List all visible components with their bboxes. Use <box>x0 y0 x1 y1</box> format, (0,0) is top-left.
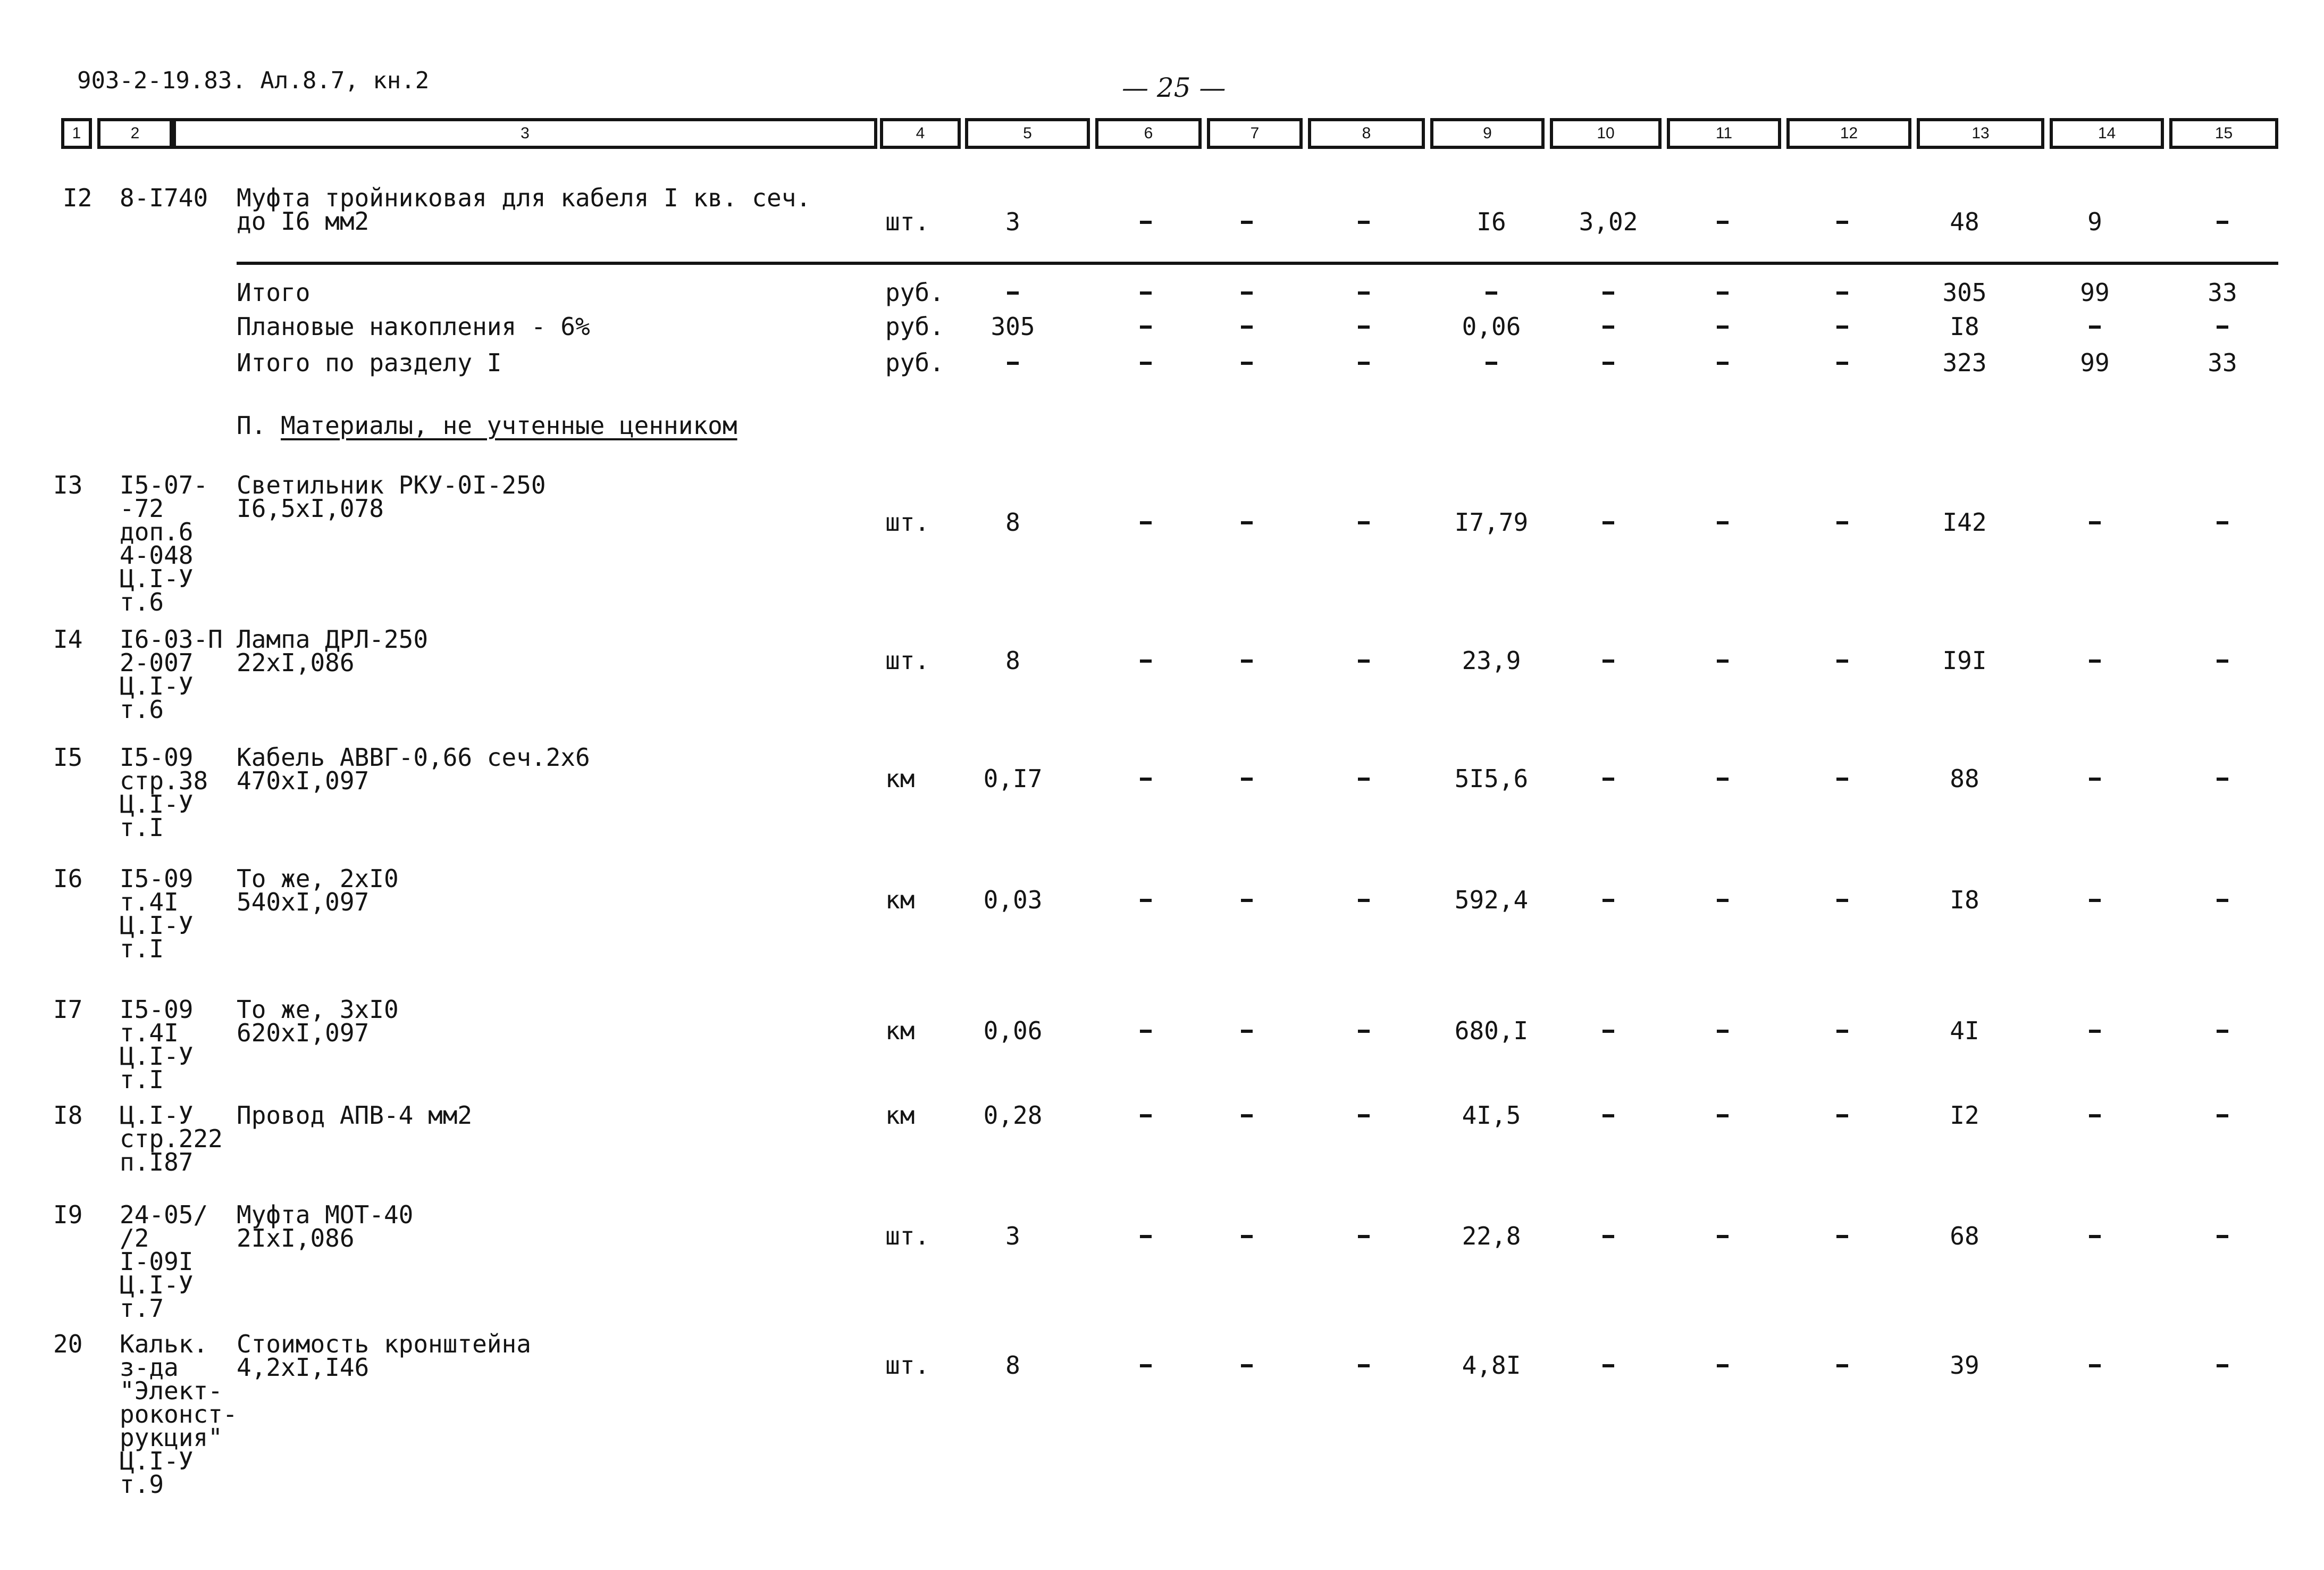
row-c10: 3,02 <box>1579 207 1638 236</box>
subtotal-c11-dash <box>1717 291 1729 295</box>
material-qty: 0,28 <box>983 1101 1043 1130</box>
material-c12-dash <box>1836 778 1848 781</box>
column-number-10: 10 <box>1550 118 1662 149</box>
subtotal-c8-dash <box>1358 291 1370 295</box>
row-c6-dash <box>1140 221 1152 224</box>
subtotal-c6-dash <box>1140 291 1152 295</box>
material-code: I5-09 стр.38 Ц.I-У т.I <box>120 743 208 842</box>
subtotal-c11-dash <box>1717 362 1729 365</box>
subtotal-c8-dash <box>1358 362 1370 365</box>
material-qty: 0,I7 <box>983 764 1043 793</box>
material-c10-dash <box>1603 778 1614 781</box>
material-code: I5-07- -72 доп.6 4-048 Ц.I-У т.6 <box>120 471 208 616</box>
material-total: 88 <box>1950 764 1979 793</box>
subtotal-unit: руб. <box>885 278 944 307</box>
material-c15-dash <box>2217 521 2228 524</box>
material-c6-dash <box>1140 1364 1152 1367</box>
column-number-9: 9 <box>1430 118 1545 149</box>
material-c6-dash <box>1140 778 1152 781</box>
row-c15-dash <box>2217 221 2228 224</box>
material-unit: км <box>885 886 915 914</box>
subtotal-label: Итого <box>237 278 311 307</box>
material-total: I8 <box>1950 886 1979 914</box>
material-c12-dash <box>1836 899 1848 902</box>
row-c8-dash <box>1358 221 1370 224</box>
page-number: — 25 — <box>1122 72 1226 103</box>
material-c6-dash <box>1140 1235 1152 1238</box>
material-c11-dash <box>1717 521 1729 524</box>
row-price: I6 <box>1476 207 1506 236</box>
subtotal-label: Итого по разделу I <box>237 348 502 377</box>
subtotal-c14: 99 <box>2080 278 2110 307</box>
material-unit: шт. <box>885 1351 930 1380</box>
material-c8-dash <box>1358 521 1370 524</box>
material-c12-dash <box>1836 1030 1848 1033</box>
material-price: I7,79 <box>1454 508 1529 537</box>
subtotal-c14-dash <box>2089 325 2101 329</box>
row-number: I2 <box>63 183 93 212</box>
material-unit: км <box>885 1101 915 1130</box>
material-number: I4 <box>53 625 83 654</box>
subtotal-label: Плановые накопления - 6% <box>237 312 590 341</box>
material-c10-dash <box>1603 1235 1614 1238</box>
material-c10-dash <box>1603 1030 1614 1033</box>
material-total: 39 <box>1950 1351 1979 1380</box>
subtotal-total: I8 <box>1950 312 1979 341</box>
material-c12-dash <box>1836 659 1848 663</box>
subtotal-c15: 33 <box>2208 348 2237 377</box>
material-c10-dash <box>1603 899 1614 902</box>
subtotal-c15-dash <box>2217 325 2228 329</box>
material-c7-dash <box>1241 1030 1253 1033</box>
row-c11-dash <box>1717 221 1729 224</box>
subtotal-c7-dash <box>1241 362 1253 365</box>
material-c11-dash <box>1717 1114 1729 1117</box>
material-c7-dash <box>1241 659 1253 663</box>
material-c11-dash <box>1717 778 1729 781</box>
material-c10-dash <box>1603 521 1614 524</box>
subtotal-qty-dash <box>1007 291 1019 295</box>
row-c14: 9 <box>2087 207 2102 236</box>
material-c12-dash <box>1836 521 1848 524</box>
material-c8-dash <box>1358 778 1370 781</box>
material-number: I5 <box>53 743 83 772</box>
material-c15-dash <box>2217 778 2228 781</box>
material-c14-dash <box>2089 659 2101 663</box>
row-12-separator <box>237 262 2278 265</box>
subtotal-price-dash <box>1486 362 1497 365</box>
material-price: 5I5,6 <box>1454 764 1529 793</box>
subtotal-c11-dash <box>1717 325 1729 329</box>
row-c7-dash <box>1241 221 1253 224</box>
material-c7-dash <box>1241 1235 1253 1238</box>
material-unit: шт. <box>885 646 930 675</box>
material-c15-dash <box>2217 659 2228 663</box>
material-c12-dash <box>1836 1235 1848 1238</box>
material-unit: км <box>885 764 915 793</box>
material-c14-dash <box>2089 1114 2101 1117</box>
row-unit: шт. <box>885 207 930 236</box>
material-code: I5-09 т.4I Ц.I-У т.I <box>120 995 194 1094</box>
material-price: 592,4 <box>1454 886 1529 914</box>
document-code: 903-2-19.83. Ал.8.7, кн.2 <box>77 67 430 94</box>
material-name: Муфта МОТ-40 2IxI,086 <box>237 1200 414 1252</box>
material-qty: 8 <box>1005 1351 1020 1380</box>
row-total: 48 <box>1950 207 1979 236</box>
material-number: 20 <box>53 1330 83 1358</box>
material-price: 4I,5 <box>1462 1101 1521 1130</box>
material-name: Светильник РКУ-0I-250 I6,5xI,078 <box>237 471 546 523</box>
subtotal-c12-dash <box>1836 362 1848 365</box>
material-price: 22,8 <box>1462 1222 1521 1250</box>
row-qty: 3 <box>1005 207 1020 236</box>
material-c10-dash <box>1603 1114 1614 1117</box>
subtotal-c7-dash <box>1241 325 1253 329</box>
material-c11-dash <box>1717 659 1729 663</box>
subtotal-total: 305 <box>1942 278 1987 307</box>
material-c15-dash <box>2217 1235 2228 1238</box>
column-number-5: 5 <box>965 118 1090 149</box>
material-name: Кабель АВВГ-0,66 сеч.2х6 470xI,097 <box>237 743 590 795</box>
material-c15-dash <box>2217 899 2228 902</box>
column-number-12: 12 <box>1786 118 1911 149</box>
subtotal-c14: 99 <box>2080 348 2110 377</box>
material-code: 24-05/ /2 I-09I Ц.I-У т.7 <box>120 1200 208 1323</box>
subtotal-unit: руб. <box>885 348 944 377</box>
material-qty: 3 <box>1005 1222 1020 1250</box>
column-number-13: 13 <box>1917 118 2044 149</box>
material-c6-dash <box>1140 899 1152 902</box>
material-c15-dash <box>2217 1364 2228 1367</box>
section-title: Материалы, не учтенные ценником <box>281 411 737 440</box>
column-number-14: 14 <box>2050 118 2164 149</box>
material-number: I3 <box>53 471 83 499</box>
material-c6-dash <box>1140 521 1152 524</box>
material-unit: шт. <box>885 1222 930 1250</box>
material-name: Провод АПВ-4 мм2 <box>237 1101 473 1130</box>
material-total: 4I <box>1950 1016 1979 1045</box>
material-number: I8 <box>53 1101 83 1130</box>
material-qty: 8 <box>1005 508 1020 537</box>
row-name: Муфта тройниковая для кабеля I кв. сеч. до I6 мм2 <box>237 183 811 236</box>
section-title-prefix: П. <box>237 411 281 440</box>
material-c11-dash <box>1717 1030 1729 1033</box>
subtotal-c8-dash <box>1358 325 1370 329</box>
subtotal-c10-dash <box>1603 291 1614 295</box>
subtotal-c12-dash <box>1836 325 1848 329</box>
subtotal-price-dash <box>1486 291 1497 295</box>
column-number-11: 11 <box>1667 118 1781 149</box>
material-c15-dash <box>2217 1030 2228 1033</box>
material-total: I9I <box>1942 646 1987 675</box>
material-number: I6 <box>53 864 83 893</box>
material-name: Стоимость кронштейна 4,2xI,I46 <box>237 1330 531 1382</box>
column-number-6: 6 <box>1095 118 1202 149</box>
material-name: Лампа ДРЛ-250 22xI,086 <box>237 625 429 677</box>
column-number-bar <box>61 118 2278 152</box>
column-number-7: 7 <box>1207 118 1303 149</box>
column-number-4: 4 <box>880 118 961 149</box>
subtotal-qty-dash <box>1007 362 1019 365</box>
subtotal-c10-dash <box>1603 362 1614 365</box>
subtotal-c7-dash <box>1241 291 1253 295</box>
material-total: 68 <box>1950 1222 1979 1250</box>
material-price: 23,9 <box>1462 646 1521 675</box>
material-c12-dash <box>1836 1364 1848 1367</box>
row-code: 8-I740 <box>120 183 208 212</box>
material-name: То же, 3xI0 620xI,097 <box>237 995 399 1047</box>
column-number-1: 1 <box>61 118 92 149</box>
material-c7-dash <box>1241 1114 1253 1117</box>
material-total: I2 <box>1950 1101 1979 1130</box>
material-c10-dash <box>1603 1364 1614 1367</box>
material-c14-dash <box>2089 1364 2101 1367</box>
material-c6-dash <box>1140 1114 1152 1117</box>
material-number: I7 <box>53 995 83 1024</box>
material-c7-dash <box>1241 778 1253 781</box>
material-c8-dash <box>1358 1114 1370 1117</box>
column-number-3: 3 <box>173 118 877 149</box>
column-number-8: 8 <box>1308 118 1425 149</box>
material-c7-dash <box>1241 899 1253 902</box>
material-c11-dash <box>1717 1364 1729 1367</box>
subtotal-price: 0,06 <box>1462 312 1521 341</box>
material-c14-dash <box>2089 899 2101 902</box>
material-code: Ц.I-У стр.222 п.I87 <box>120 1101 223 1176</box>
material-name: То же, 2xI0 540xI,097 <box>237 864 399 916</box>
row-c12-dash <box>1836 221 1848 224</box>
material-number: I9 <box>53 1200 83 1229</box>
subtotal-c15: 33 <box>2208 278 2237 307</box>
subtotal-unit: руб. <box>885 312 944 341</box>
material-c6-dash <box>1140 1030 1152 1033</box>
material-unit: шт. <box>885 508 930 537</box>
material-total: I42 <box>1942 508 1987 537</box>
material-c8-dash <box>1358 1235 1370 1238</box>
material-c8-dash <box>1358 1364 1370 1367</box>
material-price: 4,8I <box>1462 1351 1521 1380</box>
material-qty: 0,03 <box>983 886 1043 914</box>
subtotal-c6-dash <box>1140 362 1152 365</box>
material-c8-dash <box>1358 899 1370 902</box>
material-c8-dash <box>1358 1030 1370 1033</box>
material-code: I6-03-П 2-007 Ц.I-У т.6 <box>120 625 223 724</box>
subtotal-total: 323 <box>1942 348 1987 377</box>
material-qty: 0,06 <box>983 1016 1043 1045</box>
material-c10-dash <box>1603 659 1614 663</box>
material-c14-dash <box>2089 778 2101 781</box>
material-c15-dash <box>2217 1114 2228 1117</box>
material-c7-dash <box>1241 521 1253 524</box>
material-code: Кальк. з-да "Элект- роконст- рукция" Ц.I-У т.9 <box>120 1330 238 1499</box>
material-c12-dash <box>1836 1114 1848 1117</box>
subtotal-c10-dash <box>1603 325 1614 329</box>
material-code: I5-09 т.4I Ц.I-У т.I <box>120 864 194 963</box>
material-c11-dash <box>1717 1235 1729 1238</box>
column-number-15: 15 <box>2169 118 2278 149</box>
material-unit: км <box>885 1016 915 1045</box>
material-price: 680,I <box>1454 1016 1529 1045</box>
material-c14-dash <box>2089 1030 2101 1033</box>
subtotal-qty: 305 <box>991 312 1035 341</box>
subtotal-c12-dash <box>1836 291 1848 295</box>
material-c11-dash <box>1717 899 1729 902</box>
material-c7-dash <box>1241 1364 1253 1367</box>
material-c14-dash <box>2089 521 2101 524</box>
column-number-2: 2 <box>97 118 173 149</box>
material-qty: 8 <box>1005 646 1020 675</box>
material-c14-dash <box>2089 1235 2101 1238</box>
subtotal-c6-dash <box>1140 325 1152 329</box>
material-c6-dash <box>1140 659 1152 663</box>
material-c8-dash <box>1358 659 1370 663</box>
